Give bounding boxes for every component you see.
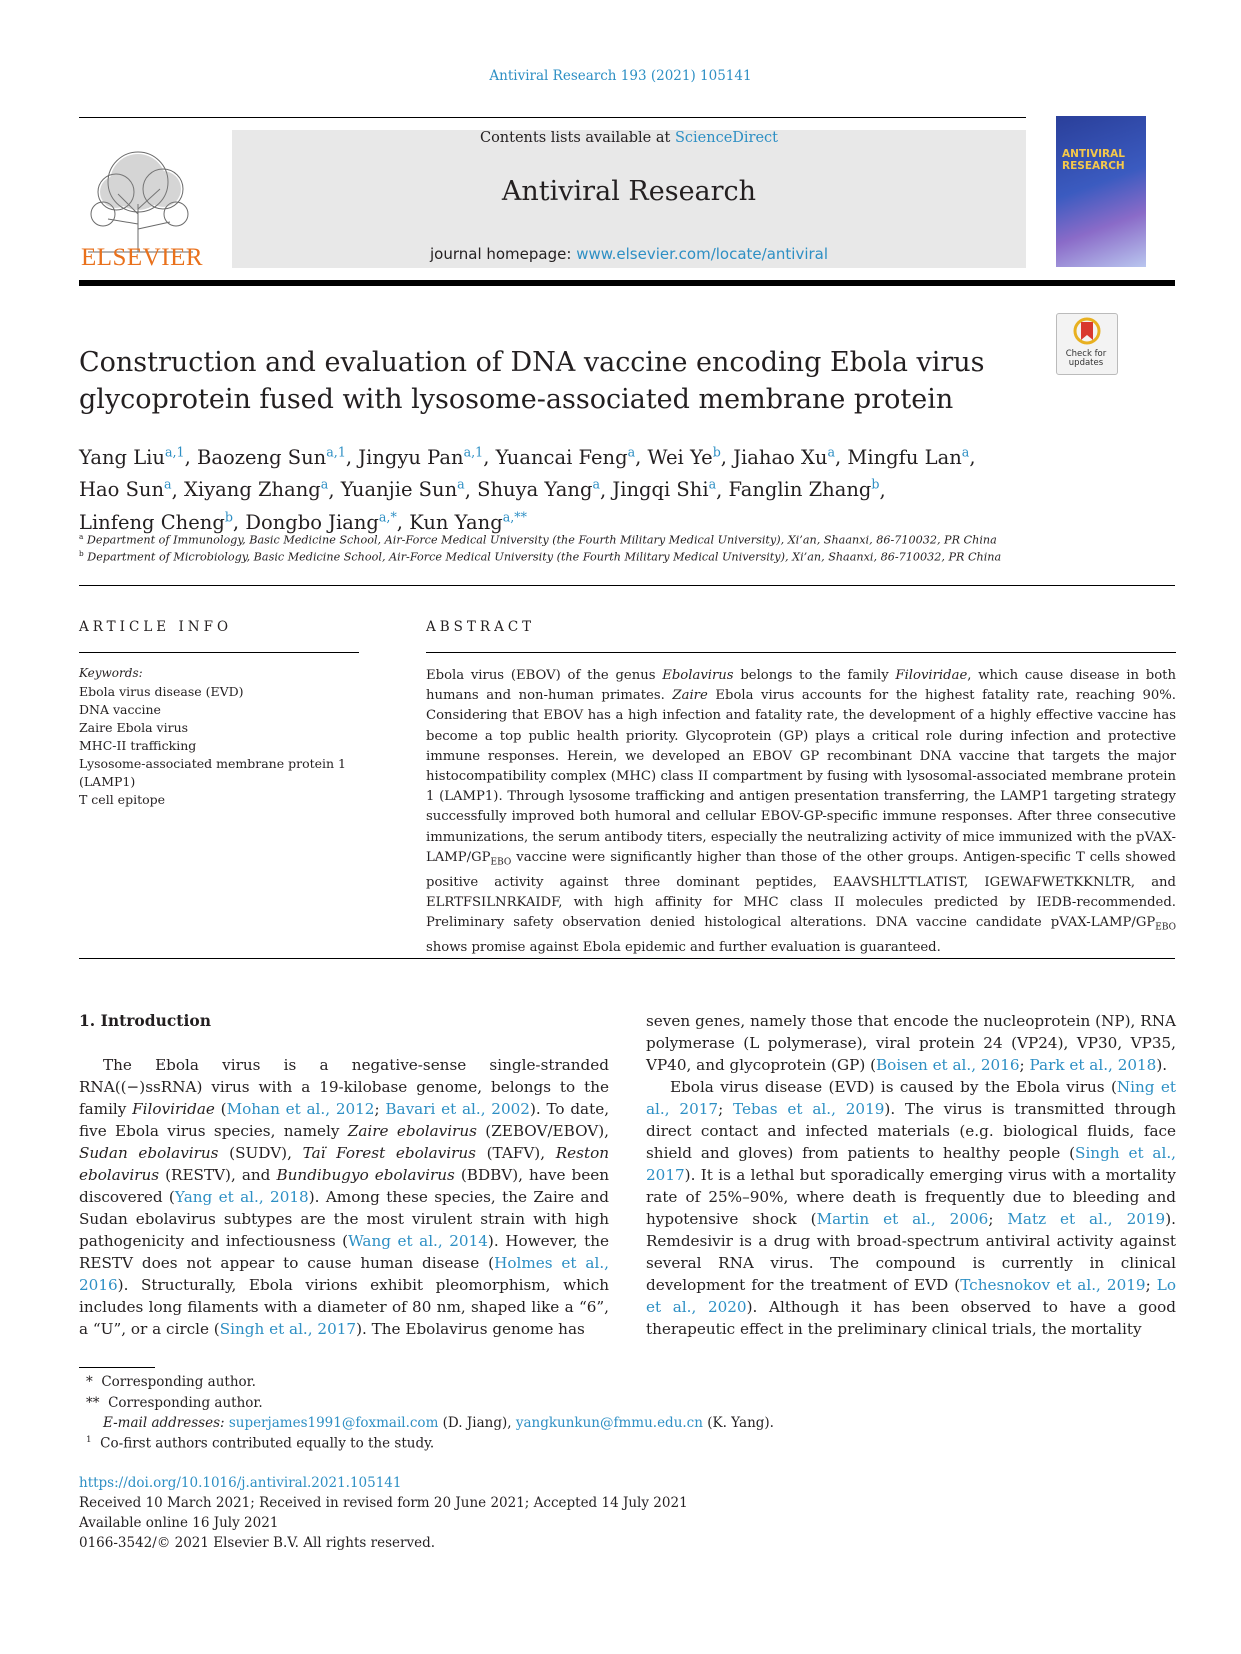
author-name: Kun Yang$^{a,**}$ — [409, 509, 527, 534]
citation-link[interactable]: Matz et al., 2019 — [1007, 1210, 1166, 1228]
homepage-link[interactable]: www.elsevier.com/locate/antiviral — [576, 245, 829, 263]
author-affiliation-marker[interactable]: a — [592, 476, 600, 492]
author-affiliation-marker[interactable]: b — [871, 476, 880, 492]
check-for-updates-label: Check for updates — [1065, 349, 1107, 368]
author-name: Xiyang Zhang$^a$ — [184, 476, 329, 501]
header-thick-rule — [79, 280, 1175, 286]
abstract-end-rule — [79, 958, 1175, 959]
citation-link[interactable]: Holmes et al., 2016 — [79, 1254, 610, 1294]
citation-link[interactable]: Ning et al., 2017 — [646, 1078, 1176, 1118]
bookmark-icon — [1057, 314, 1117, 350]
author-affiliation-marker[interactable]: b — [224, 509, 233, 524]
journal-homepage: journal homepage: www.elsevier.com/locate/antiviral — [429, 245, 829, 263]
keyword: (LAMP1) — [79, 774, 136, 789]
footnote-emails: E-mail addresses: superjames1991@foxmail.com (D. Jiang), yangkunkun@fmmu.edu.cn (K. Yang). — [103, 1415, 774, 1431]
article-info-heading: ARTICLE INFO — [79, 619, 233, 635]
keyword: DNA vaccine — [79, 702, 161, 717]
italic-term: Taï Forest ebolavirus — [302, 1144, 476, 1162]
citation-link[interactable]: Park et al., 2018 — [1029, 1056, 1157, 1074]
keyword: Ebola virus disease (EVD) — [79, 684, 244, 699]
author-name: Linfeng Cheng$^b$ — [79, 509, 233, 534]
author-name: Jingqi Shi$^a$ — [612, 476, 717, 501]
intro-column-right-b: Ebola virus disease (EVD) is caused by the Ebola virus (Ning et al., 2017; Tebas et al., 2019). The virus is transmitted through direct contact and infected materials (e.g. biological fluids, face shield and gloves) from patients to healthy people (Singh et al., 2017). It is a lethal but sporadically emerging virus with a mortality rate of 25%–90%, where death is frequently due to bleeding and hypotensive shock (Martin et al., 2006; Matz et al., 2019). Remdesivir is a drug with broad-spectrum antiviral activity against several RNA virus. The compound is currently in clinical development for the treatment of EVD (Tchesnokov et al., 2019; Lo et al., 2020). Although it has been observed to have a good therapeutic effect in the preliminary clinical trials, the mortality — [646, 1078, 1177, 1338]
keywords-list — [79, 683, 359, 809]
available-online: Available online 16 July 2021 — [79, 1515, 279, 1531]
intro-column-left: The Ebola virus is a negative-sense single-stranded RNA((−)ssRNA) virus with a 19-kilobase genome, belongs to the family Filoviridae (Mohan et al., 2012; Bavari et al., 2002). To date, five Ebola virus species, namely Zaire ebolavirus (ZEBOV/EBOV), Sudan ebolavirus (SUDV), Taï Forest ebolavirus (TAFV), Reston ebolavirus (RESTV), and Bundibugyo ebolavirus (BDBV), have been discovered (Yang et al., 2018). Among these species, the Zaire and Sudan ebolavirus subtypes are the most virulent strain with high pathogenicity and infectiousness (Wang et al., 2014). However, the RESTV does not appear to cause human disease (Holmes et al., 2016). Structurally, Ebola virions exhibit pleomorphism, which includes long filaments with a diameter of 80 nm, shaped like a “6”, a “U”, or a circle (Singh et al., 2017). The Ebolavirus genome has — [79, 1056, 610, 1338]
sciencedirect-link[interactable]: ScienceDirect — [674, 130, 779, 146]
italic-term: Bundibugyo ebolavirus — [276, 1166, 455, 1184]
author-name: Wei Ye$^b$ — [647, 444, 721, 469]
copyright: 0166-3542/© 2021 Elsevier B.V. All rights reserved. — [79, 1535, 436, 1551]
author-list: Yang Liu$^{a,1}$, Baozeng Sun$^{a,1}$, Jingyu Pan$^{a,1}$, Yuancai Feng$^a$, Wei Ye$^b$, Jiahao Xu$^a$, Mingfu Lan$^a$, Hao Sun$^a$, Xiyang Zhang$^a$, Yuanjie Sun$^a$, Shuya Yang$^a$, Jingqi Shi$^a$, Fanglin Zhang$^b$, Linfeng Cheng$^b$, Dongbo Jiang$^{a,*}$, Kun Yang$^{a,**}$ — [79, 444, 976, 534]
affiliation-b: $^b$ Department of Microbiology, Basic Medicine School, Air-Force Medical University (the Fourth Military Medical University), Xi’an, Shaanxi, 86-710032, PR China — [79, 549, 1002, 564]
author-name: Fanglin Zhang$^b$ — [728, 476, 880, 501]
citation-link[interactable]: Bavari et al., 2002 — [385, 1100, 530, 1118]
affiliation-a: $^a$ Department of Immunology, Basic Medicine School, Air-Force Medical University (the Fourth Military Medical University), Xi’an, Shaanxi, 86-710032, PR China — [79, 532, 997, 547]
author-affiliation-marker[interactable]: a,1 — [463, 444, 484, 459]
intro-column-right-a: seven genes, namely those that encode the nucleoprotein (NP), RNA polymerase (L polymerase), viral protein 24 (VP24), VP30, VP35, VP40, and glycoprotein (GP) (Boisen et al., 2016; Park et al., 2018). — [646, 1012, 1176, 1074]
elsevier-wordmark: ELSEVIER — [80, 244, 204, 271]
affiliation-rule — [79, 585, 1175, 586]
footnote-rule — [79, 1367, 155, 1368]
author-name: Jiahao Xu$^a$ — [733, 444, 835, 469]
author-affiliation-marker[interactable]: a,** — [502, 509, 527, 524]
journal-cover-image[interactable] — [1056, 116, 1146, 267]
article-info-rule — [79, 652, 359, 653]
journal-title: Antiviral Research — [501, 176, 757, 207]
author-name: Shuya Yang$^a$ — [477, 476, 600, 501]
email-link-yang[interactable]: yangkunkun@fmmu.edu.cn — [515, 1415, 703, 1431]
author-affiliation-marker[interactable]: a — [627, 444, 636, 459]
footnote-corresponding-1: * Corresponding author. — [86, 1374, 256, 1390]
author-affiliation-marker[interactable]: a — [827, 444, 835, 459]
citation-link[interactable]: Boisen et al., 2016 — [876, 1056, 1020, 1074]
citation-link[interactable]: Singh et al., 2017 — [219, 1320, 357, 1338]
keyword: MHC-II trafficking — [79, 738, 197, 753]
italic-term: Zaire ebolavirus — [347, 1122, 477, 1140]
top-rule — [79, 117, 1026, 118]
citation-link[interactable]: Yang et al., 2018 — [174, 1188, 309, 1206]
citation-link[interactable]: Tchesnokov et al., 2019 — [960, 1276, 1146, 1294]
author-name: Jingyu Pan$^{a,1}$ — [358, 444, 484, 469]
keyword: Zaire Ebola virus — [79, 720, 189, 735]
keyword: Lysosome-associated membrane protein 1 — [79, 756, 347, 771]
italic-term: Filoviridae — [132, 1100, 215, 1118]
abstract-rule — [426, 652, 1176, 653]
citation-link[interactable]: Mohan et al., 2012 — [226, 1100, 375, 1118]
footnote-cofirst: $^1$ Co-first authors contributed equally to the study. — [86, 1435, 435, 1452]
author-affiliation-marker[interactable]: b — [712, 444, 721, 459]
citation-link[interactable]: Singh et al., 2017 — [646, 1144, 1176, 1184]
keyword: T cell epitope — [79, 792, 166, 807]
author-name: Hao Sun$^a$ — [79, 476, 172, 501]
author-affiliation-marker[interactable]: a — [961, 444, 970, 459]
author-name: Mingfu Lan$^a$ — [847, 444, 970, 469]
citation-link[interactable]: Lo et al., 2020 — [646, 1276, 1177, 1316]
author-name: Yuancai Feng$^a$ — [495, 444, 636, 469]
citation-link[interactable]: Martin et al., 2006 — [816, 1210, 989, 1228]
cover-title: ANTIVIRAL RESEARCH — [1062, 148, 1125, 172]
citation-link[interactable]: Wang et al., 2014 — [348, 1232, 488, 1250]
author-name: Baozeng Sun$^{a,1}$ — [197, 444, 346, 469]
author-affiliation-marker[interactable]: a — [164, 476, 172, 492]
author-affiliation-marker[interactable]: a,1 — [164, 444, 185, 459]
section-heading-introduction: 1. Introduction — [79, 1011, 211, 1030]
footnote-corresponding-2: ** Corresponding author. — [86, 1395, 263, 1411]
italic-term: Reston ebolavirus — [79, 1144, 609, 1184]
author-name: Yuanjie Sun$^a$ — [340, 476, 465, 501]
journal-reference[interactable]: Antiviral Research 193 (2021) 105141 — [489, 68, 752, 84]
author-affiliation-marker[interactable]: a — [708, 476, 717, 492]
author-affiliation-marker[interactable]: a,* — [378, 509, 397, 524]
abstract-heading: ABSTRACT — [426, 619, 536, 635]
author-name: Dongbo Jiang$^{a,*}$ — [245, 509, 397, 534]
citation-link[interactable]: Tebas et al., 2019 — [733, 1100, 885, 1118]
abstract-text: Ebola virus (EBOV) of the genus Ebolavirus belongs to the family Filoviridae, which cause disease in both humans and non-human primates. Zaire Ebola virus accounts for the highest fatality rate, reaching 90%. Considering that EBOV has a high infection and fatality rate, the development of a highly effective vaccine has become a top public health priority. Glycoprotein (GP) plays a critical role during infection and protective immune responses. Herein, we developed an EBOV GP recombinant DNA vaccine that targets the major histocompatibility complex (MHC) class II compartment by fusing with lysosomal-associated membrane protein 1 (LAMP1). Through lysosome trafficking and antigen presentation transferring, the LAMP1 targeting strategy successfully improved both humoral and cellular EBOV-GP-specific immune responses. After three consecutive immunizations, the serum antibody titers, especially the neutralizing activity of mice immunized with the pVAX-$LAMP/GP_{EBO}$ vaccine were significantly higher than those of the other groups. Antigen-specific T cells showed positive activity against three dominant peptides, EAAVSHLTTLATIST, IGEWAFWETKKNLTR, and ELRTFSILNRKAIDF, with high affinity for MHC class II molecules predicted by IEDB-recommended. Preliminary safety observation denied histological alterations. DNA vaccine candidate pVAX-$LAMP/GP_{EBO}$ shows promise against Ebola epidemic and further evaluation is guaranteed. — [426, 668, 1176, 955]
italic-term: Sudan ebolavirus — [79, 1144, 219, 1162]
author-affiliation-marker[interactable]: a,1 — [326, 444, 346, 459]
keywords-label: Keywords: — [79, 666, 143, 680]
author-affiliation-marker[interactable]: a — [320, 476, 329, 492]
doi-link[interactable]: https://doi.org/10.1016/j.antiviral.2021.105141 — [79, 1475, 402, 1491]
contents-line: Contents lists available at ScienceDirect — [479, 130, 779, 146]
author-name: Yang Liu$^{a,1}$ — [79, 444, 185, 469]
email-link-jiang[interactable]: superjames1991@foxmail.com — [228, 1415, 439, 1431]
author-affiliation-marker[interactable]: a — [457, 476, 465, 492]
received-dates: Received 10 March 2021; Received in revised form 20 June 2021; Accepted 14 July 2021 — [79, 1495, 688, 1511]
article-title: Construction and evaluation of DNA vaccine encoding Ebola virus glycoprotein fused with lysosome-associated membrane protein — [79, 347, 985, 415]
